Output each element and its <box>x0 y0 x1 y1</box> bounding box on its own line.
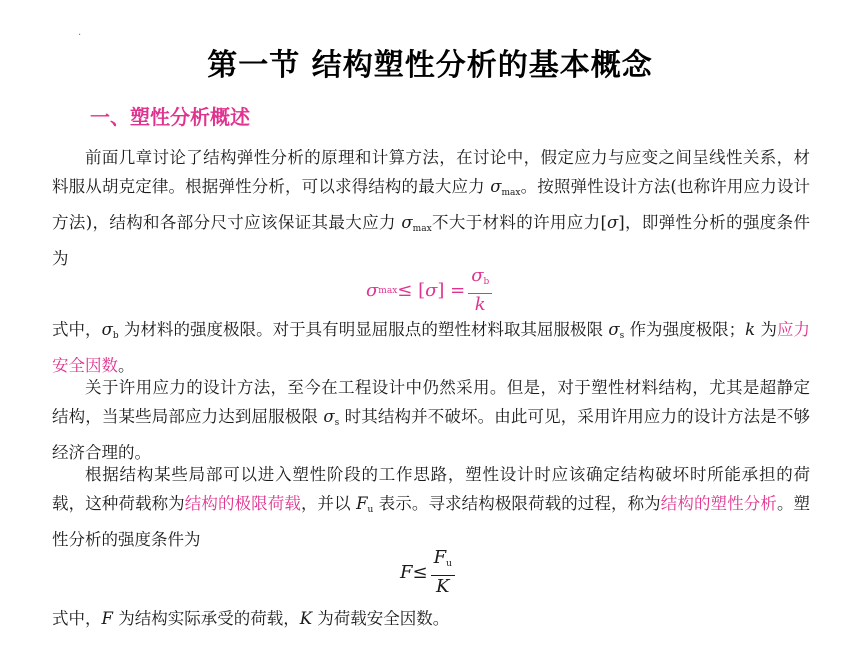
subscript: s <box>619 331 625 341</box>
text-run: 时其结构并不破坏。由此可见，采用许用应力的设计方法是不够经济合理的。 <box>52 407 811 462</box>
text-run: 作为强度极限； <box>624 320 746 339</box>
text-run: 不大于材料的许用应力[ <box>431 213 607 232</box>
sigma-symbol: σ <box>608 320 620 339</box>
paragraph-5 <box>52 604 810 633</box>
text-run: 。塑性分析的强度条件为 <box>52 494 811 549</box>
f-symbol: F <box>356 494 368 513</box>
subscript: u <box>367 505 374 515</box>
text-run: 为材料的强度极限。对于具有明显屈服点的塑性材料取其屈服极限 <box>118 320 609 339</box>
subscript: u <box>446 559 452 569</box>
text-run: 根据结构某些局部可以进入塑性阶段的工作思路，塑性设计时应该确定结构破坏时所能承担的荷载，这种荷载称为 <box>52 465 810 513</box>
subscript: max <box>412 224 432 234</box>
relation: ] = <box>437 280 466 301</box>
text-run: 为结构实际承受的荷载， <box>112 609 300 628</box>
f-symbol: F <box>400 562 413 583</box>
text-run: 前面几章讨论了结构弹性分析的原理和计算方法，在讨论中，假定应力与应变之间呈线性关系，材料服从胡克定律。根据弹性分析，可以求得结构的最大应力 <box>52 148 810 196</box>
text-run: ，并以 <box>300 494 357 513</box>
sigma-symbol: σ <box>366 280 379 301</box>
text-run: 式中， <box>52 609 102 628</box>
highlight-term: 结构的极限荷载 <box>184 494 301 513</box>
subscript: s <box>334 418 340 428</box>
fraction-numerator <box>431 548 455 576</box>
paragraph-1 <box>52 143 810 273</box>
subscript: max <box>378 285 398 296</box>
sigma-symbol: σ <box>425 280 438 301</box>
fraction-denominator: k <box>474 294 486 315</box>
paragraph-2 <box>52 315 810 380</box>
text-run: 为荷载安全因数。 <box>312 609 450 628</box>
sigma-symbol: σ <box>323 407 335 426</box>
f-symbol: F <box>101 609 113 628</box>
sigma-symbol: σ <box>490 177 502 196</box>
subscript: max <box>501 188 521 198</box>
relation: ≤ [ <box>397 280 426 301</box>
subscript: b <box>483 277 490 287</box>
text-run: 。按照弹性设计方法(也称许用应力设计方法)，结构和各部分尺寸应该保证其最大应力 <box>52 177 810 232</box>
formula-plastic-strength <box>400 548 455 597</box>
formula-elastic-strength <box>366 266 492 315</box>
paragraph-3 <box>52 373 810 467</box>
text-run: 表示。寻求结构极限荷载的过程，称为 <box>373 494 661 513</box>
k-symbol: K <box>299 609 313 628</box>
text-run: ]，即弹性分析的强度条件为 <box>52 213 811 268</box>
text-run: 式中， <box>52 320 102 339</box>
sigma-symbol: σ <box>606 213 619 232</box>
fraction <box>431 548 455 597</box>
text-run: 关于许用应力的设计方法，至今在工程设计中仍然采用。但是，对于塑性材料结构，尤其是超静定结构，当某些局部应力达到屈服极限 <box>52 378 810 426</box>
f-symbol: F <box>433 547 447 568</box>
fraction <box>468 266 492 315</box>
highlight-term: 结构的塑性分析 <box>660 494 777 513</box>
stray-dot: · <box>78 30 82 41</box>
subscript: b <box>112 331 119 341</box>
text-run: 为 <box>755 320 777 339</box>
k-symbol: k <box>745 320 756 339</box>
text-run: 。 <box>118 356 135 375</box>
sigma-symbol: σ <box>101 320 113 339</box>
relation: ≤ <box>412 562 428 583</box>
section-heading: 一、塑性分析概述 <box>90 105 250 129</box>
highlight-term: 应力安全因数 <box>52 320 810 375</box>
fraction-numerator <box>468 266 492 294</box>
sigma-symbol: σ <box>471 265 484 286</box>
sigma-symbol: σ <box>401 213 413 232</box>
page-title: 第一节 结构塑性分析的基本概念 <box>207 48 653 83</box>
paragraph-4 <box>52 460 810 554</box>
fraction-denominator: K <box>436 576 450 597</box>
